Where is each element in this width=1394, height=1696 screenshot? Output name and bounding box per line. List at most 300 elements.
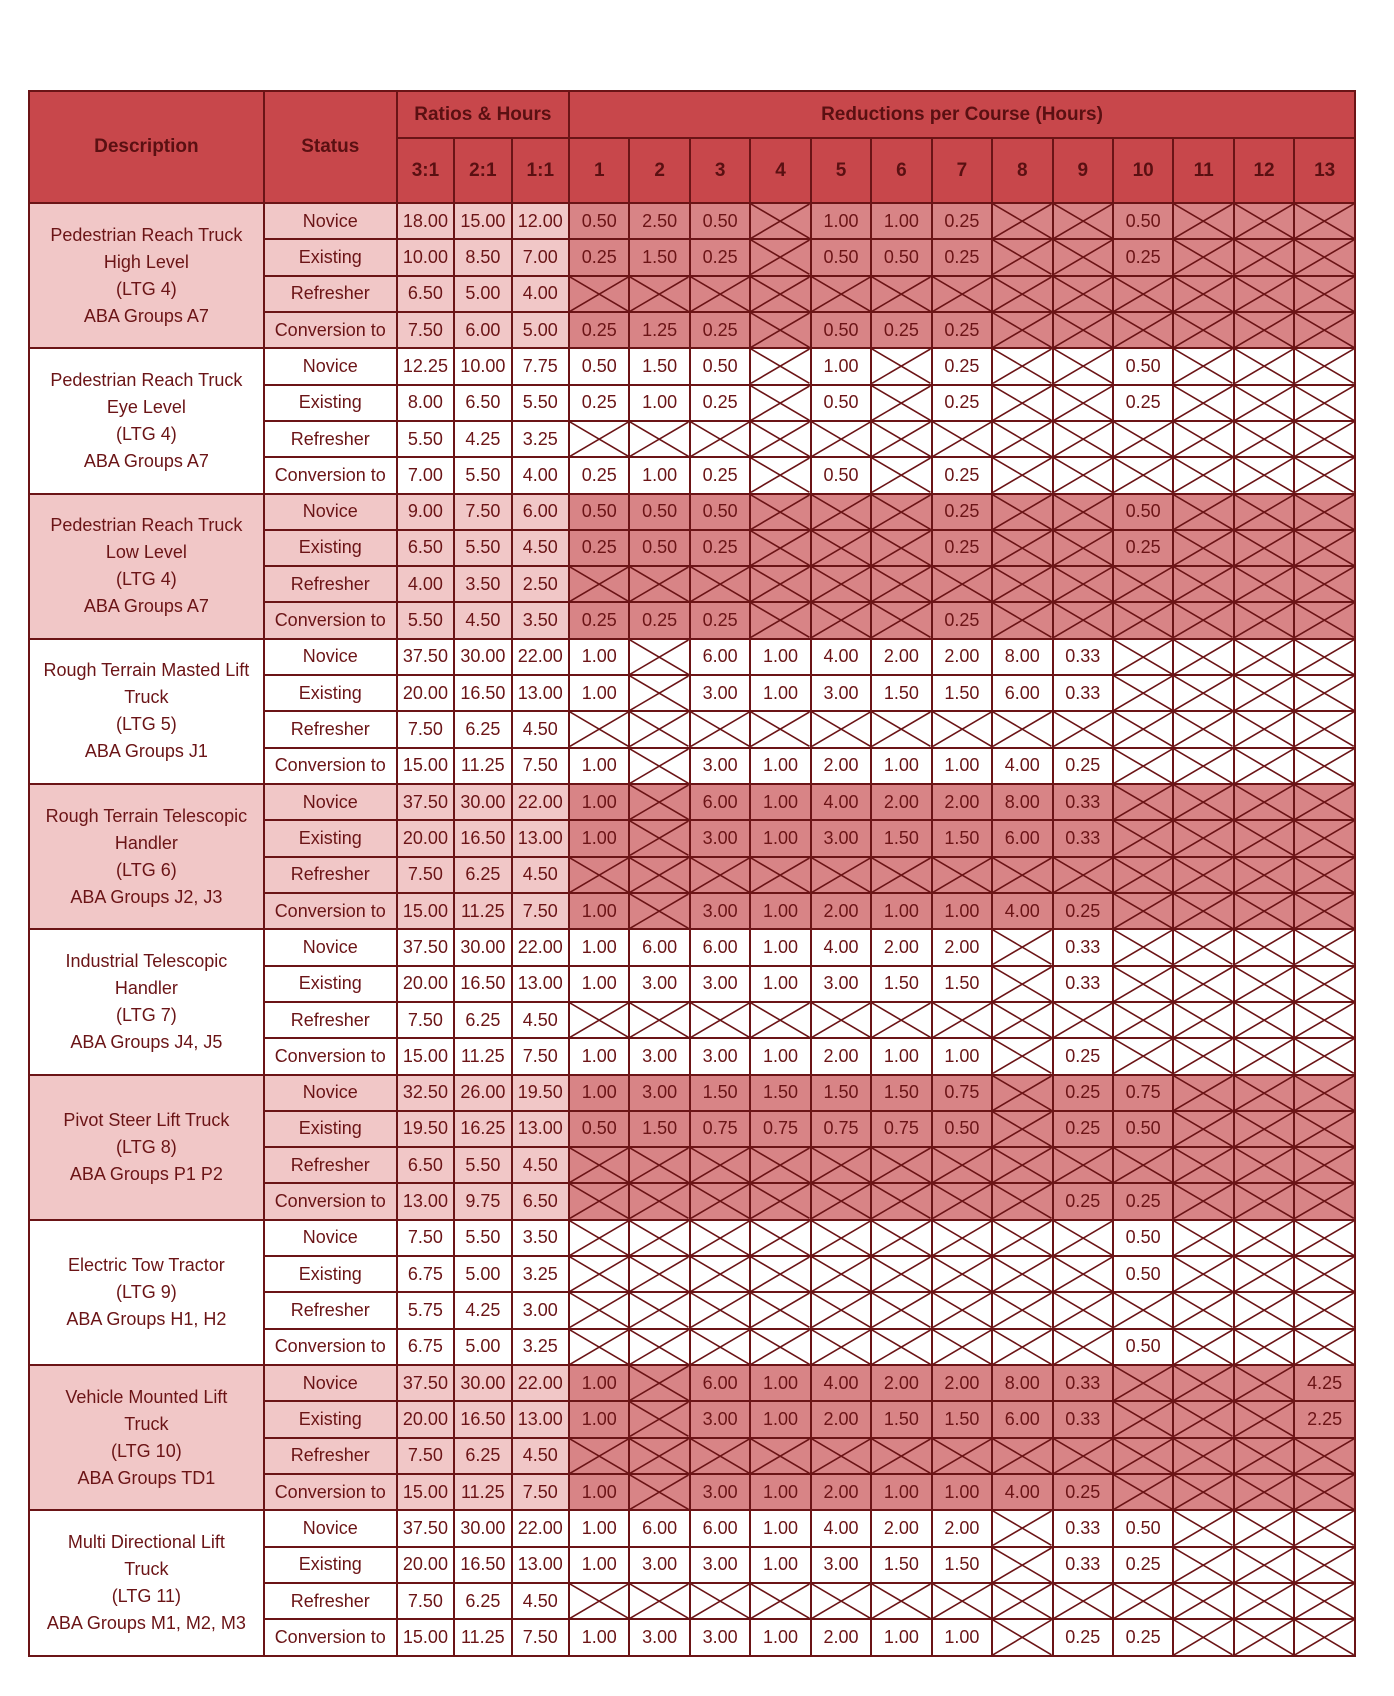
reduction-cell: 2.00 bbox=[932, 929, 992, 965]
reduction-cell: 6.00 bbox=[690, 1365, 750, 1401]
cross-icon bbox=[570, 1584, 628, 1618]
not-applicable-cell bbox=[992, 929, 1052, 965]
reduction-cell: 0.25 bbox=[569, 239, 629, 275]
cross-icon bbox=[630, 785, 688, 819]
cross-icon bbox=[1295, 712, 1354, 746]
cross-icon bbox=[1235, 531, 1293, 565]
ratio-hours-cell: 6.25 bbox=[454, 1002, 511, 1038]
not-applicable-cell bbox=[569, 711, 629, 747]
ratio-hours-cell: 4.50 bbox=[512, 857, 569, 893]
cross-icon bbox=[570, 1330, 628, 1364]
ratio-hours-cell: 6.50 bbox=[397, 1147, 454, 1183]
reduction-cell: 0.50 bbox=[569, 203, 629, 239]
ratio-hours-cell: 6.50 bbox=[397, 276, 454, 312]
cross-icon bbox=[993, 1148, 1051, 1182]
cross-icon bbox=[872, 1439, 930, 1473]
cross-icon bbox=[872, 1003, 930, 1037]
reduction-cell: 0.75 bbox=[690, 1111, 750, 1147]
not-applicable-cell bbox=[1053, 239, 1113, 275]
not-applicable-cell bbox=[811, 421, 871, 457]
reduction-cell: 2.00 bbox=[932, 639, 992, 675]
not-applicable-cell bbox=[1234, 893, 1294, 929]
description-line: (LTG 11) bbox=[111, 1586, 182, 1607]
cross-icon bbox=[691, 1221, 749, 1255]
ratio-hours-cell: 7.75 bbox=[512, 348, 569, 384]
not-applicable-cell bbox=[1173, 421, 1233, 457]
ratio-hours-cell: 4.00 bbox=[512, 457, 569, 493]
not-applicable-cell bbox=[629, 711, 689, 747]
ratio-hours-cell: 18.00 bbox=[397, 203, 454, 239]
cross-icon bbox=[630, 277, 688, 311]
ratio-hours-cell: 16.50 bbox=[454, 820, 511, 856]
not-applicable-cell bbox=[569, 1147, 629, 1183]
not-applicable-cell bbox=[1173, 494, 1233, 530]
reduction-cell: 1.00 bbox=[569, 1401, 629, 1437]
cross-icon bbox=[1174, 785, 1232, 819]
not-applicable-cell bbox=[1173, 1510, 1233, 1546]
reduction-cell: 1.00 bbox=[569, 784, 629, 820]
cross-icon bbox=[1295, 603, 1354, 637]
not-applicable-cell bbox=[932, 1329, 992, 1365]
description-line: Pedestrian Reach Truck bbox=[50, 369, 243, 390]
not-applicable-cell bbox=[811, 1583, 871, 1619]
cross-icon bbox=[993, 1112, 1051, 1146]
not-applicable-cell bbox=[871, 457, 931, 493]
status-cell: Conversion to bbox=[264, 1329, 397, 1365]
cross-icon bbox=[570, 712, 628, 746]
not-applicable-cell bbox=[690, 566, 750, 602]
status-cell: Conversion to bbox=[264, 1183, 397, 1219]
ratio-hours-cell: 12.00 bbox=[512, 203, 569, 239]
cross-icon bbox=[630, 1003, 688, 1037]
equipment-description bbox=[29, 929, 264, 1074]
cross-icon bbox=[1235, 386, 1293, 420]
not-applicable-cell bbox=[1294, 203, 1355, 239]
cross-icon bbox=[1174, 1620, 1232, 1655]
ratio-hours-cell: 30.00 bbox=[454, 784, 511, 820]
cross-icon bbox=[1054, 1293, 1112, 1327]
reduction-cell: 2.50 bbox=[629, 203, 689, 239]
course-col-header: 5 bbox=[811, 138, 871, 203]
cross-icon bbox=[872, 531, 930, 565]
not-applicable-cell bbox=[1294, 1220, 1355, 1256]
ratios-hours-header: Ratios & Hours bbox=[397, 91, 569, 138]
reduction-cell: 0.25 bbox=[1053, 1183, 1113, 1219]
description-line: Multi Directional Lift bbox=[67, 1532, 225, 1553]
reduction-cell: 4.00 bbox=[992, 1474, 1052, 1510]
reduction-cell: 3.00 bbox=[690, 1474, 750, 1510]
equipment-description bbox=[29, 784, 264, 929]
cross-icon bbox=[872, 1330, 930, 1364]
reduction-cell: 0.50 bbox=[690, 348, 750, 384]
not-applicable-cell bbox=[932, 1583, 992, 1619]
cross-icon bbox=[1054, 240, 1112, 274]
table-row bbox=[29, 1365, 1355, 1401]
reduction-cell: 1.50 bbox=[932, 820, 992, 856]
not-applicable-cell bbox=[871, 1583, 931, 1619]
cross-icon bbox=[751, 1003, 809, 1037]
not-applicable-cell bbox=[871, 1292, 931, 1328]
cross-icon bbox=[872, 349, 930, 383]
reduction-cell: 0.25 bbox=[1113, 1183, 1173, 1219]
reduction-cell: 0.75 bbox=[871, 1111, 931, 1147]
not-applicable-cell bbox=[1294, 530, 1355, 566]
not-applicable-cell bbox=[1173, 385, 1233, 421]
cross-icon bbox=[1174, 277, 1232, 311]
not-applicable-cell bbox=[690, 857, 750, 893]
not-applicable-cell bbox=[1113, 784, 1173, 820]
reduction-cell: 0.25 bbox=[1053, 1619, 1113, 1656]
not-applicable-cell bbox=[629, 1329, 689, 1365]
cross-icon bbox=[1174, 712, 1232, 746]
ratio-hours-cell: 5.00 bbox=[454, 1329, 511, 1365]
cross-icon bbox=[933, 1293, 991, 1327]
not-applicable-cell bbox=[1234, 203, 1294, 239]
cross-icon bbox=[933, 1148, 991, 1182]
cross-icon bbox=[933, 858, 991, 892]
not-applicable-cell bbox=[1113, 566, 1173, 602]
reduction-cell: 1.00 bbox=[871, 748, 931, 784]
cross-icon bbox=[1174, 1148, 1232, 1182]
cross-icon bbox=[1295, 1221, 1354, 1255]
cross-icon bbox=[1235, 240, 1293, 274]
reduction-cell: 1.00 bbox=[750, 820, 810, 856]
reduction-cell: 0.25 bbox=[690, 239, 750, 275]
table-row bbox=[29, 348, 1355, 384]
reduction-cell: 1.00 bbox=[569, 639, 629, 675]
reduction-cell: 2.00 bbox=[932, 784, 992, 820]
description-line: (LTG 5) bbox=[116, 714, 177, 735]
not-applicable-cell bbox=[690, 1329, 750, 1365]
cross-icon bbox=[630, 1257, 688, 1291]
not-applicable-cell bbox=[1173, 1438, 1233, 1474]
cross-icon bbox=[1174, 1402, 1232, 1436]
not-applicable-cell bbox=[992, 566, 1052, 602]
not-applicable-cell bbox=[1173, 457, 1233, 493]
cross-icon bbox=[751, 313, 809, 347]
reduction-cell: 0.25 bbox=[1053, 1075, 1113, 1111]
cross-icon bbox=[1114, 1584, 1172, 1618]
reduction-cell: 1.00 bbox=[629, 457, 689, 493]
not-applicable-cell bbox=[1294, 1438, 1355, 1474]
not-applicable-cell bbox=[1294, 1510, 1355, 1546]
cross-icon bbox=[1174, 1548, 1232, 1582]
ratio-hours-cell: 6.50 bbox=[397, 530, 454, 566]
reduction-cell: 0.33 bbox=[1053, 1401, 1113, 1437]
cross-icon bbox=[1054, 349, 1112, 383]
cross-icon bbox=[1174, 858, 1232, 892]
not-applicable-cell bbox=[932, 1147, 992, 1183]
equipment-description bbox=[29, 1220, 264, 1365]
reduction-cell: 6.00 bbox=[690, 639, 750, 675]
cross-icon bbox=[1114, 567, 1172, 601]
not-applicable-cell bbox=[569, 1256, 629, 1292]
reduction-cell: 1.00 bbox=[750, 1038, 810, 1074]
reduction-cell: 0.50 bbox=[1113, 348, 1173, 384]
reduction-cell: 0.50 bbox=[1113, 1220, 1173, 1256]
not-applicable-cell bbox=[932, 1292, 992, 1328]
reduction-cell: 0.25 bbox=[1113, 1547, 1173, 1583]
ratio-col-header: 2:1 bbox=[454, 138, 511, 203]
reduction-cell: 0.75 bbox=[1113, 1075, 1173, 1111]
not-applicable-cell bbox=[1113, 1002, 1173, 1038]
cross-icon bbox=[751, 495, 809, 529]
not-applicable-cell bbox=[750, 1329, 810, 1365]
ratio-hours-cell: 30.00 bbox=[454, 1510, 511, 1546]
ratio-hours-cell: 8.00 bbox=[397, 385, 454, 421]
status-cell: Novice bbox=[264, 1365, 397, 1401]
not-applicable-cell bbox=[1113, 1401, 1173, 1437]
cross-icon bbox=[872, 603, 930, 637]
reduction-cell: 3.00 bbox=[811, 1547, 871, 1583]
reduction-cell: 1.50 bbox=[629, 1111, 689, 1147]
not-applicable-cell bbox=[1173, 711, 1233, 747]
ratio-hours-cell: 13.00 bbox=[512, 675, 569, 711]
cross-icon bbox=[1054, 567, 1112, 601]
not-applicable-cell bbox=[1294, 1583, 1355, 1619]
cross-icon bbox=[1114, 1439, 1172, 1473]
description-line: Pivot Steer Lift Truck bbox=[63, 1109, 230, 1130]
not-applicable-cell bbox=[1173, 1075, 1233, 1111]
not-applicable-cell bbox=[1053, 711, 1113, 747]
ratio-hours-cell: 5.50 bbox=[454, 1220, 511, 1256]
status-cell: Conversion to bbox=[264, 748, 397, 784]
not-applicable-cell bbox=[1053, 276, 1113, 312]
not-applicable-cell bbox=[992, 1002, 1052, 1038]
ratio-hours-cell: 3.50 bbox=[512, 602, 569, 638]
cross-icon bbox=[691, 1003, 749, 1037]
cross-icon bbox=[570, 1148, 628, 1182]
not-applicable-cell bbox=[1173, 1474, 1233, 1510]
not-applicable-cell bbox=[871, 530, 931, 566]
not-applicable-cell bbox=[1173, 530, 1233, 566]
not-applicable-cell bbox=[992, 457, 1052, 493]
reduction-cell: 1.00 bbox=[750, 893, 810, 929]
reduction-cell: 2.00 bbox=[811, 1619, 871, 1656]
not-applicable-cell bbox=[992, 494, 1052, 530]
not-applicable-cell bbox=[629, 1365, 689, 1401]
cross-icon bbox=[933, 1439, 991, 1473]
cross-icon bbox=[1295, 313, 1354, 347]
status-cell: Conversion to bbox=[264, 457, 397, 493]
reduction-cell: 6.00 bbox=[629, 1510, 689, 1546]
ratio-hours-cell: 12.25 bbox=[397, 348, 454, 384]
reduction-cell: 1.50 bbox=[871, 675, 931, 711]
course-col-header: 9 bbox=[1053, 138, 1113, 203]
cross-icon bbox=[812, 567, 870, 601]
cross-icon bbox=[993, 313, 1051, 347]
cross-icon bbox=[570, 567, 628, 601]
not-applicable-cell bbox=[629, 784, 689, 820]
ratio-hours-cell: 6.25 bbox=[454, 711, 511, 747]
not-applicable-cell bbox=[811, 1292, 871, 1328]
ratio-hours-cell: 19.50 bbox=[512, 1075, 569, 1111]
reduction-cell: 0.25 bbox=[569, 457, 629, 493]
cross-icon bbox=[630, 894, 688, 928]
reduction-cell: 1.25 bbox=[629, 312, 689, 348]
reduction-cell: 0.25 bbox=[1053, 748, 1113, 784]
reduction-cell: 3.00 bbox=[811, 820, 871, 856]
cross-icon bbox=[1295, 676, 1354, 710]
ratio-hours-cell: 37.50 bbox=[397, 639, 454, 675]
reduction-cell: 0.25 bbox=[690, 602, 750, 638]
cross-icon bbox=[993, 1221, 1051, 1255]
not-applicable-cell bbox=[871, 494, 931, 530]
cross-icon bbox=[1295, 640, 1354, 674]
ratio-hours-cell: 13.00 bbox=[397, 1183, 454, 1219]
not-applicable-cell bbox=[690, 1256, 750, 1292]
cross-icon bbox=[872, 1221, 930, 1255]
not-applicable-cell bbox=[1234, 675, 1294, 711]
cross-icon bbox=[1174, 1257, 1232, 1291]
reduction-cell: 0.25 bbox=[932, 348, 992, 384]
cross-icon bbox=[1295, 1112, 1354, 1146]
not-applicable-cell bbox=[1294, 1075, 1355, 1111]
cross-icon bbox=[1295, 821, 1354, 855]
ratio-hours-cell: 4.50 bbox=[512, 1002, 569, 1038]
cross-icon bbox=[1235, 349, 1293, 383]
ratio-hours-cell: 20.00 bbox=[397, 820, 454, 856]
status-cell: Novice bbox=[264, 1510, 397, 1546]
reduction-cell: 0.50 bbox=[932, 1111, 992, 1147]
cross-icon bbox=[1114, 422, 1172, 456]
reduction-cell: 2.00 bbox=[871, 639, 931, 675]
reduction-cell: 1.00 bbox=[871, 1474, 931, 1510]
not-applicable-cell bbox=[992, 1075, 1052, 1111]
not-applicable-cell bbox=[1294, 857, 1355, 893]
reduction-cell: 3.00 bbox=[690, 1547, 750, 1583]
ratio-hours-cell: 3.50 bbox=[512, 1220, 569, 1256]
not-applicable-cell bbox=[871, 857, 931, 893]
reduction-cell: 1.00 bbox=[569, 1038, 629, 1074]
status-cell: Existing bbox=[264, 385, 397, 421]
not-applicable-cell bbox=[1294, 1111, 1355, 1147]
cross-icon bbox=[1174, 240, 1232, 274]
cross-icon bbox=[993, 458, 1051, 492]
table-row bbox=[29, 494, 1355, 530]
cross-icon bbox=[1114, 894, 1172, 928]
description-line: (LTG 4) bbox=[116, 423, 177, 444]
cross-icon bbox=[630, 640, 688, 674]
header-row-top bbox=[29, 91, 1355, 138]
ratio-hours-cell: 37.50 bbox=[397, 784, 454, 820]
not-applicable-cell bbox=[932, 1002, 992, 1038]
cross-icon bbox=[812, 1221, 870, 1255]
cross-icon bbox=[1054, 603, 1112, 637]
not-applicable-cell bbox=[1234, 1038, 1294, 1074]
reduction-cell: 6.00 bbox=[992, 1401, 1052, 1437]
not-applicable-cell bbox=[750, 857, 810, 893]
not-applicable-cell bbox=[690, 1002, 750, 1038]
ratio-hours-cell: 6.25 bbox=[454, 1583, 511, 1619]
ratio-hours-cell: 15.00 bbox=[397, 1619, 454, 1656]
cross-icon bbox=[1235, 894, 1293, 928]
reduction-cell: 0.25 bbox=[690, 530, 750, 566]
cross-icon bbox=[751, 531, 809, 565]
reduction-cell: 1.00 bbox=[569, 1075, 629, 1111]
reduction-cell: 0.25 bbox=[1053, 1474, 1113, 1510]
description-line: Low Level bbox=[105, 542, 187, 563]
cross-icon bbox=[872, 1293, 930, 1327]
not-applicable-cell bbox=[629, 748, 689, 784]
not-applicable-cell bbox=[811, 1220, 871, 1256]
description-line: Truck bbox=[124, 1413, 169, 1434]
not-applicable-cell bbox=[1113, 929, 1173, 965]
reduction-cell: 2.00 bbox=[811, 893, 871, 929]
cross-icon bbox=[993, 1293, 1051, 1327]
reduction-cell: 6.00 bbox=[629, 929, 689, 965]
cross-icon bbox=[1235, 1548, 1293, 1582]
cross-icon bbox=[993, 858, 1051, 892]
reduction-cell: 1.50 bbox=[690, 1075, 750, 1111]
not-applicable-cell bbox=[629, 1256, 689, 1292]
cross-icon bbox=[751, 349, 809, 383]
description-line: (LTG 8) bbox=[116, 1136, 177, 1157]
cross-icon bbox=[630, 1584, 688, 1618]
status-cell: Conversion to bbox=[264, 1619, 397, 1656]
reduction-cell: 0.50 bbox=[569, 494, 629, 530]
cross-icon bbox=[1235, 1257, 1293, 1291]
cross-icon bbox=[1114, 1003, 1172, 1037]
reduction-cell: 1.00 bbox=[871, 1619, 931, 1656]
cross-icon bbox=[630, 712, 688, 746]
description-line: ABA Groups M1, M2, M3 bbox=[46, 1613, 246, 1634]
cross-icon bbox=[691, 1439, 749, 1473]
not-applicable-cell bbox=[932, 421, 992, 457]
not-applicable-cell bbox=[932, 711, 992, 747]
cross-icon bbox=[1295, 531, 1354, 565]
table-row bbox=[29, 639, 1355, 675]
not-applicable-cell bbox=[1173, 1038, 1233, 1074]
reduction-cell: 3.00 bbox=[629, 1075, 689, 1111]
not-applicable-cell bbox=[1294, 1292, 1355, 1328]
cross-icon bbox=[691, 1330, 749, 1364]
cross-icon bbox=[1114, 1366, 1172, 1400]
reduction-cell: 1.00 bbox=[569, 1547, 629, 1583]
ratio-hours-cell: 4.00 bbox=[397, 566, 454, 602]
reduction-cell: 1.00 bbox=[750, 1619, 810, 1656]
not-applicable-cell bbox=[1294, 276, 1355, 312]
cross-icon bbox=[630, 1475, 688, 1509]
status-cell: Existing bbox=[264, 239, 397, 275]
reduction-cell: 3.00 bbox=[629, 1547, 689, 1583]
cross-icon bbox=[812, 1439, 870, 1473]
reduction-cell: 0.25 bbox=[932, 203, 992, 239]
cross-icon bbox=[1295, 930, 1354, 964]
cross-icon bbox=[933, 1184, 991, 1218]
equipment-description bbox=[29, 1365, 264, 1510]
cross-icon bbox=[1114, 749, 1172, 783]
cross-icon bbox=[812, 1330, 870, 1364]
reduction-cell: 1.00 bbox=[750, 1365, 810, 1401]
ratio-hours-cell: 5.00 bbox=[512, 312, 569, 348]
cross-icon bbox=[1235, 1620, 1293, 1655]
not-applicable-cell bbox=[992, 1292, 1052, 1328]
cross-icon bbox=[1295, 785, 1354, 819]
ratio-hours-cell: 16.50 bbox=[454, 1401, 511, 1437]
reduction-cell: 4.00 bbox=[811, 639, 871, 675]
reduction-cell: 0.50 bbox=[871, 239, 931, 275]
not-applicable-cell bbox=[932, 276, 992, 312]
not-applicable-cell bbox=[1294, 494, 1355, 530]
ratio-hours-cell: 16.50 bbox=[454, 966, 511, 1002]
ratio-hours-cell: 7.50 bbox=[397, 1002, 454, 1038]
not-applicable-cell bbox=[629, 1183, 689, 1219]
ratio-hours-cell: 4.00 bbox=[512, 276, 569, 312]
cross-icon bbox=[751, 1584, 809, 1618]
not-applicable-cell bbox=[1173, 239, 1233, 275]
reduction-cell: 0.50 bbox=[569, 1111, 629, 1147]
